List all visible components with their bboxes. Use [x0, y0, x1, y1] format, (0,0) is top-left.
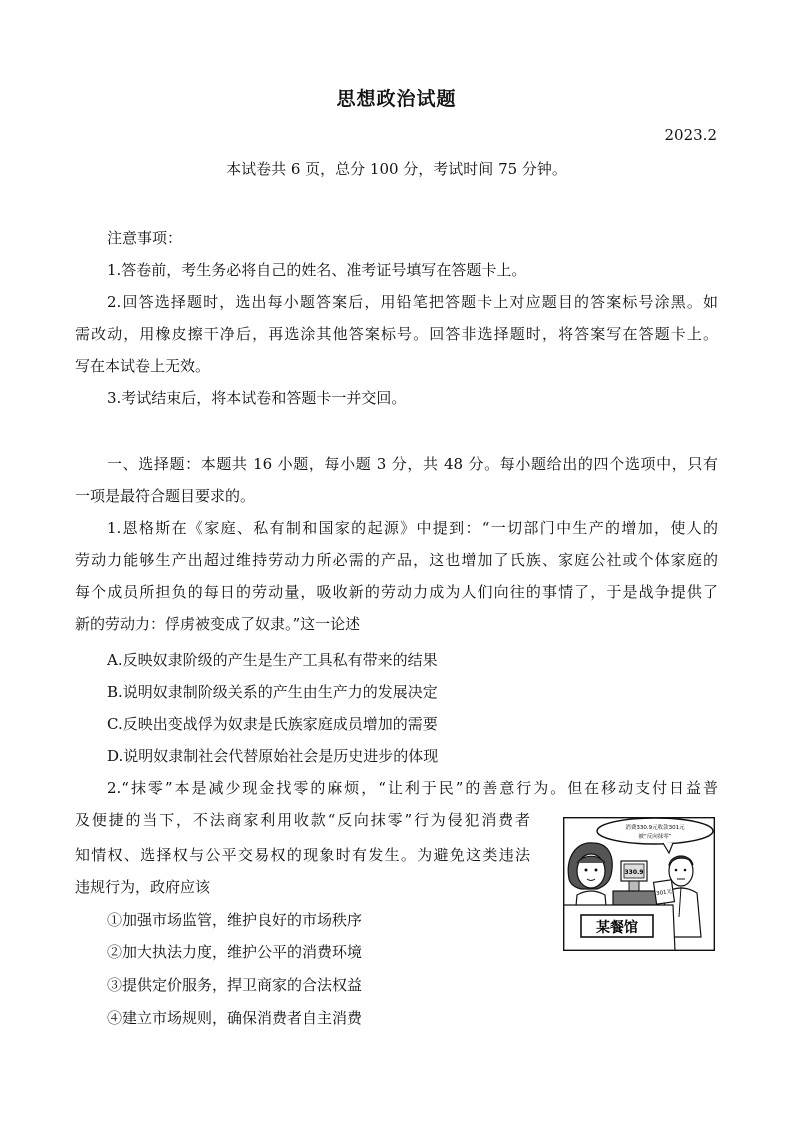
q1-stem-line-2: 劳动力能够生产出超过维持劳动力所必需的产品，这也增加了氏族、家庭公社或个体家庭的	[75, 551, 718, 569]
notice-item-2-line-3: 写在本试卷上无效。	[75, 357, 211, 375]
q2-option-3: ③提供定价服务，捍卫商家的合法权益	[107, 976, 363, 994]
bubble-text-1: 消费330.9元收款301元	[625, 825, 685, 831]
section-1-intro-line-2: 一项是最符合题目要求的。	[75, 487, 256, 505]
q1-option-a: A.反映奴隶阶级的产生是生产工具私有带来的结果	[107, 651, 438, 669]
q2-option-2: ②加大执法力度，维护公平的消费环境	[107, 943, 363, 961]
cash-register	[613, 861, 657, 905]
register-display: 330.9	[624, 869, 644, 876]
speech-bubble	[597, 818, 713, 844]
exam-date: 2023.2	[664, 126, 717, 144]
q1-option-c: C.反映出变战俘为奴隶是氏族家庭成员增加的需要	[107, 715, 438, 733]
q1-stem-line-1: 1.恩格斯在《家庭、私有制和国家的起源》中提到：“一切部门中生产的增加，使人的	[107, 519, 718, 537]
q1-stem-line-4: 新的劳动力：俘虏被变成了奴隶。”这一论述	[75, 615, 361, 633]
bubble-text-2: 被“反向抹零”	[638, 834, 672, 840]
q1-option-d: D.说明奴隶制社会代替原始社会是历史进步的体现	[107, 747, 439, 765]
q2-stem-line-3: 知情权、选择权与公平交易权的现象时有发生。为避免这类违法	[75, 846, 530, 864]
notice-heading: 注意事项：	[107, 229, 183, 247]
q2-option-1: ①加强市场监管，维护良好的市场秩序	[107, 911, 363, 929]
restaurant-sign-text: 某餐馆	[596, 920, 638, 936]
page-title: 思想政治试题	[336, 88, 457, 110]
notice-item-2-line-1: 2.回答选择题时，选出每小题答案后，用铅笔把答题卡上对应题目的答案标号涂黑。如	[107, 293, 718, 311]
q2-stem-line-1: 2.“抹零”本是减少现金找零的麻烦，“让利于民”的善意行为。但在移动支付日益普	[107, 779, 718, 797]
restaurant-cartoon	[563, 817, 715, 951]
exam-info: 本试卷共 6 页，总分 100 分，考试时间 75 分钟。	[226, 160, 567, 178]
q2-stem-line-2: 及便捷的当下，不法商家利用收款“反向抹零”行为侵犯消费者	[75, 811, 530, 829]
notice-item-2-line-2: 需改动，用橡皮擦干净后，再选涂其他答案标号。回答非选择题时，将答案写在答题卡上。	[75, 325, 718, 343]
receipt-text: 301元	[655, 888, 673, 898]
q1-stem-line-3: 每个成员所担负的每日的劳动量，吸收新的劳动力成为人们向往的事情了，于是战争提供了	[75, 583, 718, 601]
q2-option-4: ④建立市场规则，确保消费者自主消费	[107, 1009, 363, 1027]
notice-item-1: 1.答卷前，考生务必将自己的姓名、准考证号填写在答题卡上。	[107, 261, 527, 279]
q2-stem-line-4: 违规行为，政府应该	[75, 878, 211, 896]
q1-option-b: B.说明奴隶制阶级关系的产生由生产力的发展决定	[107, 683, 438, 701]
notice-item-3: 3.考试结束后，将本试卷和答题卡一并交回。	[107, 389, 407, 407]
section-1-intro-line-1: 一、选择题：本题共 16 小题，每小题 3 分，共 48 分。每小题给出的四个选项中，只有	[107, 455, 718, 473]
